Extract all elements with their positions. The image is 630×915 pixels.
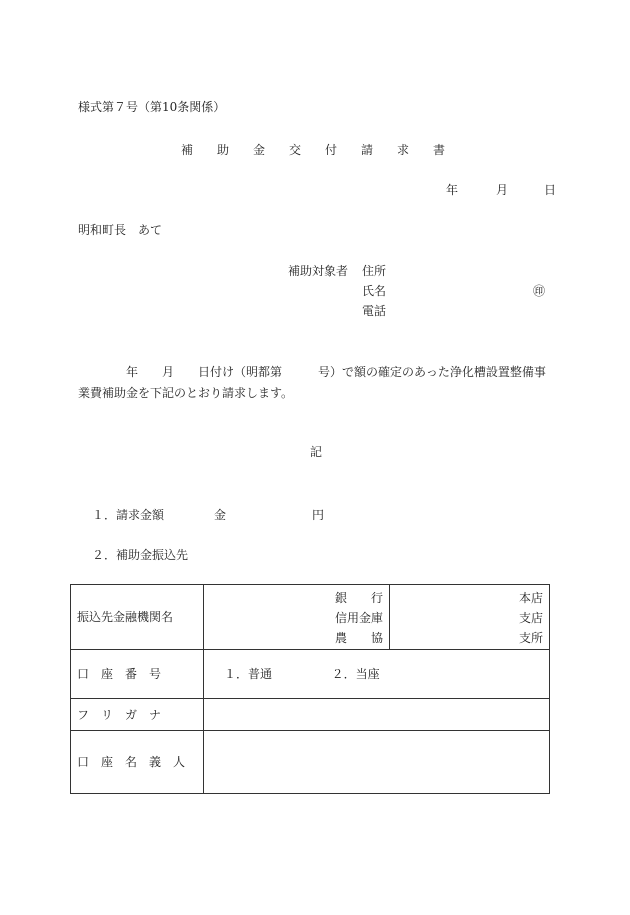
bank-type-shinkin: 信用金庫 — [334, 611, 383, 625]
ki-heading: 記 — [310, 445, 323, 459]
applicant-label: 補助対象者 — [288, 264, 349, 278]
account-type-toza: ２．当座 — [331, 667, 380, 681]
account-type-futsu: １．普通 — [224, 667, 273, 681]
seal-mark: ㊞ — [533, 284, 546, 298]
transfer-table — [70, 584, 550, 794]
bank-type-bank: 銀 行 — [334, 591, 383, 605]
account-holder-value-cell — [204, 731, 550, 794]
branch-type-shisho: 支所 — [518, 631, 543, 645]
body-text-line1: 年 月 日付け（明都第 号）で額の確定のあった浄化槽設置整備事 — [126, 365, 546, 379]
account-holder-label-cell — [71, 731, 204, 794]
addressee: 明和町長 あて — [78, 223, 163, 237]
furigana-value-cell — [204, 699, 550, 731]
bank-row — [71, 585, 550, 650]
furigana-label-cell — [71, 699, 204, 731]
date-day-label: 日 — [544, 183, 557, 197]
account-number-label-cell — [71, 650, 204, 699]
body-text-line2: 業費補助金を下記のとおり請求します。 — [78, 386, 294, 400]
form-number: 様式第７号（第10条関係） — [78, 100, 226, 114]
name-label: 氏名 — [362, 284, 387, 298]
account-number-row — [71, 650, 550, 699]
item1-label: １．請求金額 — [92, 508, 165, 522]
bank-label: 振込先金融機関名 — [77, 610, 174, 624]
furigana-label: フ リ ガ ナ — [77, 707, 162, 722]
account-holder-row — [71, 731, 550, 794]
bank-type-nokyo: 農 協 — [334, 631, 383, 645]
account-type-cell — [204, 650, 550, 699]
branch-type-shiten: 支店 — [518, 611, 543, 625]
furigana-row — [71, 699, 550, 731]
document-title: 補 助 金 交 付 請 求 書 — [181, 143, 446, 157]
branch-type-cell — [390, 585, 550, 650]
item1-kin: 金 — [214, 508, 227, 522]
bank-type-cell — [204, 585, 390, 650]
phone-label: 電話 — [362, 304, 387, 318]
date-month-label: 月 — [496, 183, 509, 197]
item1-yen: 円 — [312, 508, 325, 522]
date-year-label: 年 — [446, 183, 459, 197]
account-number-label: 口 座 番 号 — [77, 667, 162, 681]
branch-type-honten: 本店 — [518, 591, 543, 605]
account-holder-label: 口 座 名 義 人 — [77, 755, 186, 769]
bank-label-cell — [71, 585, 204, 650]
address-label: 住所 — [362, 264, 387, 278]
item2-label: ２．補助金振込先 — [92, 548, 189, 562]
